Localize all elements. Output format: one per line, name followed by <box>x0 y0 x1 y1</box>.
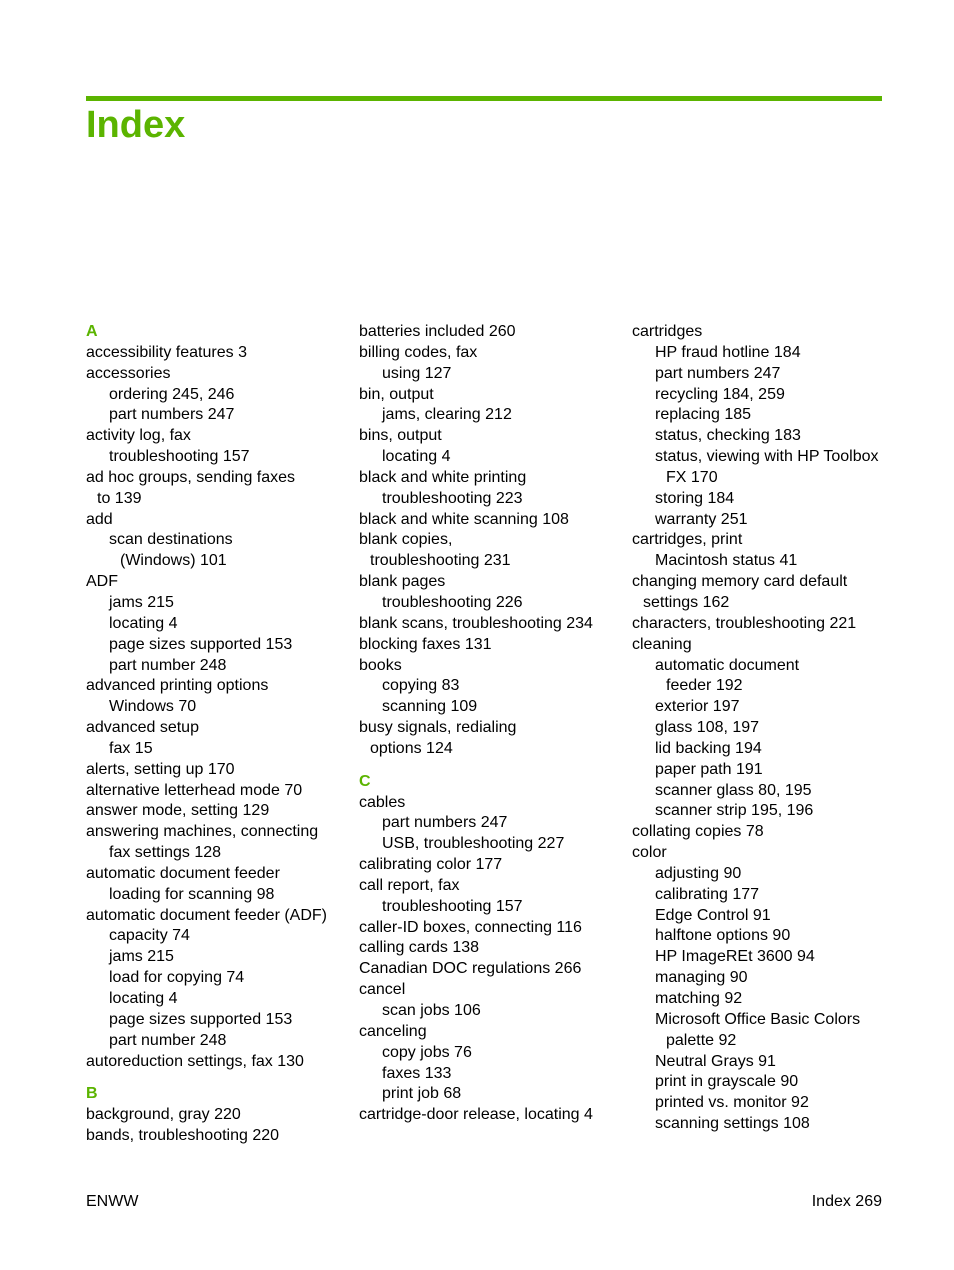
index-entry: automatic document <box>655 656 800 674</box>
index-entry: managing 90 <box>655 969 748 987</box>
index-entry: troubleshooting 226 <box>382 593 523 611</box>
index-entry: cartridges, print <box>632 531 743 549</box>
index-entry: troubleshooting 231 <box>370 552 511 570</box>
index-entry: Edge Control 91 <box>655 906 771 924</box>
index-entry: ADF <box>86 573 118 591</box>
index-entry: blocking faxes 131 <box>359 635 492 653</box>
index-entry: canceling <box>359 1022 427 1040</box>
index-entry: fax 15 <box>109 739 153 757</box>
index-entry: bands, troubleshooting 220 <box>86 1127 280 1145</box>
index-entry: billing codes, fax <box>359 343 478 361</box>
index-letter-heading: B <box>86 1085 98 1103</box>
index-entry: background, gray 220 <box>86 1106 241 1124</box>
index-entry: scanning 109 <box>382 698 478 716</box>
index-entry: automatic document feeder <box>86 864 280 882</box>
index-entry: locating 4 <box>109 614 178 632</box>
index-entry: part numbers 247 <box>655 364 781 382</box>
index-entry: cartridge-door release, locating 4 <box>359 1106 593 1124</box>
index-entry: alerts, setting up 170 <box>86 760 235 778</box>
page-title: Index <box>86 104 186 146</box>
index-entry: blank scans, troubleshooting 234 <box>359 614 593 632</box>
index-entry: automatic document feeder (ADF) <box>86 906 327 924</box>
index-entry: printed vs. monitor 92 <box>655 1094 809 1112</box>
index-entry: warranty 251 <box>655 510 748 528</box>
header-rule <box>86 96 882 101</box>
index-entry: part numbers 247 <box>109 406 235 424</box>
index-column-1 <box>86 322 356 1147</box>
index-entry: jams 215 <box>109 593 174 611</box>
index-entry: scan jobs 106 <box>382 1002 481 1019</box>
index-entry: loading for scanning 98 <box>109 885 275 903</box>
index-letter-heading: A <box>86 323 98 340</box>
index-entry: page sizes supported 153 <box>109 635 293 653</box>
index-entry: USB, troubleshooting 227 <box>382 835 565 853</box>
index-entry: jams, clearing 212 <box>382 406 512 424</box>
index-entry: bins, output <box>359 427 442 445</box>
index-entry: accessibility features 3 <box>86 343 247 361</box>
index-entry: autoreduction settings, fax 130 <box>86 1052 304 1070</box>
index-entry: (Windows) 101 <box>120 552 227 570</box>
index-entry: capacity 74 <box>109 927 190 945</box>
index-entry: status, viewing with HP Toolbox <box>655 448 879 466</box>
index-entry: answering machines, connecting <box>86 823 319 841</box>
index-entry: lid backing 194 <box>655 739 762 757</box>
index-entry: characters, troubleshooting 221 <box>632 614 857 632</box>
index-entry: adjusting 90 <box>655 864 742 882</box>
index-entry: locating 4 <box>382 448 451 466</box>
index-entry: part numbers 247 <box>382 814 508 832</box>
index-entry: feeder 192 <box>666 677 743 695</box>
index-entry: activity log, fax <box>86 427 191 445</box>
index-entry: replacing 185 <box>655 406 752 424</box>
index-entry: batteries included 260 <box>359 323 516 340</box>
footer-page-number: Index 269 <box>811 1193 882 1210</box>
index-entry: glass 108, 197 <box>655 719 760 737</box>
index-entry: books <box>359 656 402 674</box>
index-entry: caller-ID boxes, connecting 116 <box>359 918 582 936</box>
index-entry: Windows 70 <box>109 698 197 716</box>
index-entry: FX 170 <box>666 468 718 486</box>
index-entry: locating 4 <box>109 990 178 1007</box>
index-entry: Canadian DOC regulations 266 <box>359 960 582 978</box>
index-entry: options 124 <box>370 739 453 757</box>
index-entry: part number 248 <box>109 1031 227 1049</box>
index-entry: scanner strip 195, 196 <box>655 802 814 820</box>
index-entry: answer mode, setting 129 <box>86 802 270 820</box>
index-column-2 <box>359 322 629 1126</box>
index-entry: paper path 191 <box>655 760 763 778</box>
index-entry: scan destinations <box>109 531 233 549</box>
index-entry: settings 162 <box>643 593 730 611</box>
index-entry: page sizes supported 153 <box>109 1010 293 1028</box>
index-entry: to 139 <box>97 489 142 507</box>
index-entry: HP ImageREt 3600 94 <box>655 948 815 966</box>
index-entry: blank copies, <box>359 531 453 549</box>
index-entry: busy signals, redialing <box>359 719 517 737</box>
index-entry: exterior 197 <box>655 698 740 716</box>
index-entry: halftone options 90 <box>655 927 791 945</box>
index-entry: recycling 184, 259 <box>655 385 785 403</box>
index-entry: palette 92 <box>666 1031 737 1049</box>
index-entry: troubleshooting 157 <box>382 897 523 915</box>
index-entry: copying 83 <box>382 677 460 695</box>
index-entry: Microsoft Office Basic Colors <box>655 1010 861 1028</box>
index-entry: copy jobs 76 <box>382 1043 472 1061</box>
index-entry: scanning settings 108 <box>655 1115 810 1133</box>
index-entry: cancel <box>359 981 406 999</box>
index-entry: HP fraud hotline 184 <box>655 343 801 361</box>
index-entry: alternative letterhead mode 70 <box>86 781 303 799</box>
index-column-3 <box>632 322 892 1135</box>
section-gap <box>359 760 629 772</box>
index-entry: Neutral Grays 91 <box>655 1052 776 1070</box>
index-entry: print in grayscale 90 <box>655 1073 799 1091</box>
index-entry: status, checking 183 <box>655 427 801 445</box>
index-entry: Macintosh status 41 <box>655 552 798 570</box>
index-entry: cables <box>359 793 406 811</box>
index-entry: troubleshooting 157 <box>109 448 250 466</box>
index-entry: call report, fax <box>359 876 460 894</box>
index-entry: calibrating 177 <box>655 885 760 903</box>
index-entry: blank pages <box>359 573 446 591</box>
index-entry: black and white printing <box>359 468 527 486</box>
index-entry: advanced setup <box>86 719 199 737</box>
index-entry: using 127 <box>382 364 452 382</box>
index-entry: changing memory card default <box>632 573 848 591</box>
index-entry: calibrating color 177 <box>359 856 503 874</box>
index-entry: fax settings 128 <box>109 844 222 862</box>
index-entry: jams 215 <box>109 948 174 966</box>
index-entry: faxes 133 <box>382 1064 452 1082</box>
index-entry: ad hoc groups, sending faxes <box>86 468 296 486</box>
index-entry: scanner glass 80, 195 <box>655 781 812 799</box>
index-entry: add <box>86 510 113 528</box>
index-entry: storing 184 <box>655 489 735 507</box>
index-letter-heading: C <box>359 772 371 790</box>
index-entry: collating copies 78 <box>632 823 764 841</box>
index-entry: bin, output <box>359 385 434 403</box>
index-entry: print job 68 <box>382 1085 462 1103</box>
footer-left: ENWW <box>86 1193 139 1210</box>
index-entry: troubleshooting 223 <box>382 489 523 507</box>
index-entry: part number 248 <box>109 656 227 674</box>
index-entry: ordering 245, 246 <box>109 385 235 403</box>
section-gap <box>86 1072 356 1084</box>
index-entry: calling cards 138 <box>359 939 480 957</box>
index-entry: accessories <box>86 364 171 382</box>
index-entry: cartridges <box>632 323 703 340</box>
index-entry: color <box>632 844 667 862</box>
index-entry: black and white scanning 108 <box>359 510 569 528</box>
index-entry: advanced printing options <box>86 677 269 695</box>
index-entry: matching 92 <box>655 990 743 1007</box>
index-entry: load for copying 74 <box>109 969 245 987</box>
index-entry: cleaning <box>632 635 692 653</box>
